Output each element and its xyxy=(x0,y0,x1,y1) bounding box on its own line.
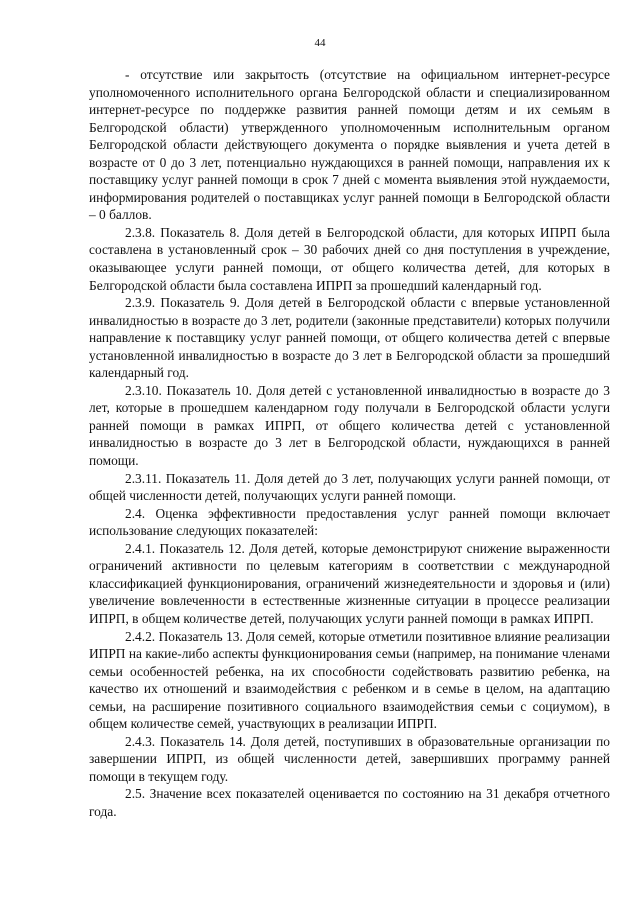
document-body xyxy=(89,66,610,821)
paragraph-2-3-8: 2.3.8. Показатель 8. Доля детей в Белгородской области, для которых ИПРП была составлена в установленный срок – 30 рабочих дней со дня поступления в учреждение, оказывающее услуги ранней помощи, от общего количества детей, для которых в Белгородской области была составлена ИПРП за прошедший календарный год. xyxy=(89,224,610,293)
paragraph-2-3-10: 2.3.10. Показатель 10. Доля детей с установленной инвалидностью в возрасте до 3 лет, которые в прошедшем календарном году получали в Белгородской области услуги ранней помощи в рамках ИПРП, от общего количества детей с установленной инвалидностью в возрасте до 3 лет в Белгородской области, нуждающихся в ранней помощи. xyxy=(89,382,610,469)
paragraph-criteria-zero-points: - отсутствие или закрытость (отсутствие на официальном интернет-ресурсе уполномоченного исполнительного органа Белгородской области и специализированном интернет-ресурсе по поддержке развития ранней помощи детям и их семьям в Белгородской области) утвержденного уполномоченным исполнительным органом Белгородской области действующего документа о порядке выявления и учета детей в возрасте от 0 до 3 лет, потенциально нуждающихся в ранней помощи, направления их к поставщику услуг ранней помощи в срок 7 дней с момента выявления этой нуждаемости, информирования родителей о поставщиках услуг ранней помощи в Белгородской области – 0 баллов. xyxy=(89,67,610,223)
page-number: 44 xyxy=(314,37,326,49)
paragraph-2-4-3: 2.4.3. Показатель 14. Доля детей, поступивших в образовательные организации по завершении ИПРП, из общей численности детей, завершивших программу ранней помощи в текущем году. xyxy=(89,733,610,784)
paragraph-2-4-2: 2.4.2. Показатель 13. Доля семей, которые отметили позитивное влияние реализации ИПРП на какие-либо аспекты функционирования семьи (например, на понимание членами семьи особенностей ребенка, на их способности содействовать развитию ребенка, на качество их отношений и взаимодействия с ребенком и в семье в целом, на адаптацию семьи, на расширение позитивного социального взаимодействия семьи с социумом), в общем количестве семей, участвующих в реализации ИПРП. xyxy=(89,628,610,732)
paragraph-2-4-1: 2.4.1. Показатель 12. Доля детей, которые демонстрируют снижение выраженности ограничений активности по целевым категориям в соответствии с международной классификацией функционирования, ограничений жизнедеятельности и здоровья и (или) увеличение вовлеченности в естественные жизненные ситуации в процессе реализации ИПРП, в общем количестве детей, получающих услуги ранней помощи в рамках ИПРП. xyxy=(89,540,610,626)
paragraph-2-4: 2.4. Оценка эффективности предоставления услуг ранней помощи включает использование следующих показателей: xyxy=(89,505,610,539)
paragraph-2-5: 2.5. Значение всех показателей оценивается по состоянию на 31 декабря отчетного года. xyxy=(89,786,610,819)
paragraph-2-3-11: 2.3.11. Показатель 11. Доля детей до 3 лет, получающих услуги ранней помощи, от общей численности детей, получающих услуги ранней помощи. xyxy=(89,470,610,504)
paragraph-2-3-9: 2.3.9. Показатель 9. Доля детей в Белгородской области с впервые установленной инвалидностью в возрасте до 3 лет, родители (законные представители) которых получили направление к поставщику услуг ранней помощи, от общего количества детей с впервые установленной инвалидностью в возрасте до 3 лет в Белгородской области за прошедший календарный год. xyxy=(89,295,610,381)
